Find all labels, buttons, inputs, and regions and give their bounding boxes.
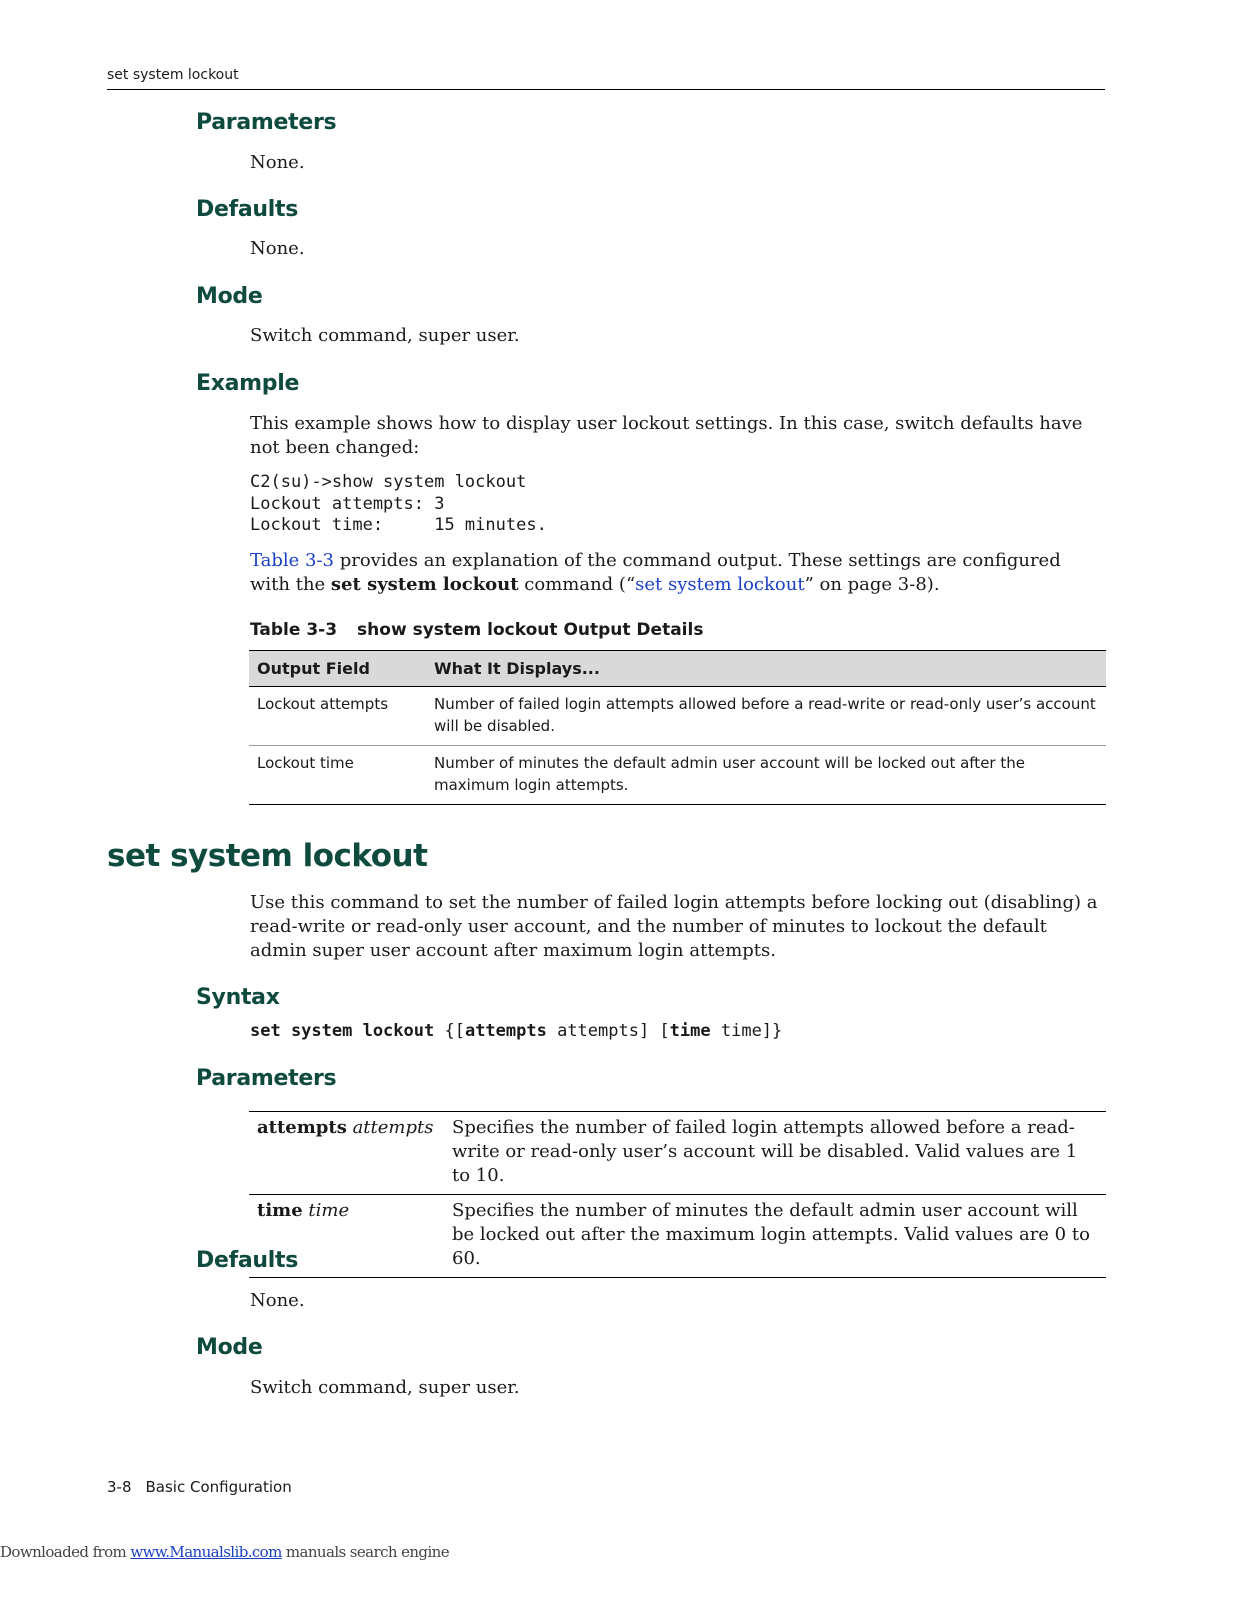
code-line: Lockout attempts: 3	[250, 493, 445, 514]
explanation-text: provides an explanation of the command output. These settings are configured with the	[250, 550, 1061, 595]
table-cell: Number of minutes the default admin user account will be locked out after the maximum login attempts.	[426, 746, 1106, 805]
set-mode-heading: Mode	[196, 1335, 263, 1360]
example-code	[250, 472, 547, 537]
syntax-keyword: attempts	[464, 1021, 547, 1041]
output-details-table	[249, 650, 1106, 805]
param-keyword: time	[257, 1200, 303, 1221]
page-footer	[107, 1478, 292, 1496]
param-description: Specifies the number of failed login attempts allowed before a read-write or read-only user’s account will be disabled. Valid values are 1 to 10.	[444, 1112, 1106, 1195]
parameters-text: None.	[250, 152, 305, 173]
example-heading: Example	[196, 371, 300, 396]
table-link[interactable]: Table 3-3	[250, 550, 334, 571]
download-notice	[0, 1543, 449, 1561]
example-intro: This example shows how to display user lockout settings. In this case, switch defaults have not been changed:	[250, 413, 1083, 458]
set-parameters-heading: Parameters	[196, 1066, 337, 1091]
defaults-heading: Defaults	[196, 197, 299, 222]
explanation-text: command (“	[518, 574, 636, 595]
param-name	[249, 1112, 444, 1195]
header-rule	[107, 89, 1105, 90]
table-cell: Number of failed login attempts allowed before a read-write or read-only user’s account will be disabled.	[426, 687, 1106, 746]
table-cell: Lockout time	[249, 746, 426, 805]
syntax-keyword: time	[669, 1021, 711, 1041]
command-link[interactable]: set system lockout	[635, 574, 805, 595]
param-description: Specifies the number of minutes the default admin user account will be locked out after the maximum login attempts. Valid values are 0 to 60.	[444, 1195, 1106, 1278]
download-prefix: Downloaded from	[0, 1543, 131, 1561]
command-name: set system lockout	[330, 574, 519, 595]
code-line: C2(su)->show system lockout	[250, 472, 527, 492]
command-description: Use this command to set the number of failed login attempts before locking out (disabling) a read-write or read-only user account, and the number of minutes to lockout the default admin super user account after maximum login attempts.	[250, 892, 1098, 961]
table-row	[249, 1195, 1106, 1278]
defaults-text: None.	[250, 238, 305, 259]
param-keyword: attempts	[257, 1117, 347, 1138]
syntax-line	[250, 1021, 782, 1043]
mode-text: Switch command, super user.	[250, 325, 520, 346]
page-number: 3-8	[107, 1478, 132, 1496]
parameters-table	[249, 1111, 1106, 1278]
set-defaults-heading: Defaults	[196, 1248, 299, 1273]
table-header-row	[249, 651, 1106, 687]
explanation-text: ” on page 3-8).	[804, 574, 940, 595]
syntax-heading: Syntax	[196, 985, 280, 1010]
table-number: Table 3-3	[250, 620, 338, 640]
table-title: show system lockout Output Details	[357, 620, 704, 640]
table-row	[249, 687, 1106, 746]
param-variable: time	[308, 1200, 350, 1221]
syntax-text: {[	[434, 1021, 465, 1041]
download-suffix: manuals search engine	[281, 1543, 449, 1561]
syntax-text: time]}	[710, 1021, 783, 1041]
set-defaults-text: None.	[250, 1290, 305, 1311]
table-row	[249, 746, 1106, 805]
param-variable: attempts	[352, 1117, 434, 1138]
running-header: set system lockout	[107, 67, 239, 83]
example-explanation	[250, 549, 1106, 597]
syntax-text: attempts] [	[546, 1021, 670, 1041]
parameters-heading: Parameters	[196, 110, 337, 135]
table-row	[249, 1112, 1106, 1195]
set-mode-text: Switch command, super user.	[250, 1377, 520, 1398]
column-header: What It Displays...	[426, 651, 1106, 687]
table-caption	[250, 620, 703, 640]
mode-heading: Mode	[196, 284, 263, 309]
column-header: Output Field	[249, 651, 426, 687]
chapter-name: Basic Configuration	[145, 1478, 292, 1496]
table-cell: Lockout attempts	[249, 687, 426, 746]
code-line: Lockout time: 15 minutes.	[250, 515, 547, 535]
manualslib-link[interactable]: www.Manualslib.com	[130, 1543, 282, 1561]
syntax-command: set system lockout	[250, 1021, 435, 1041]
command-title: set system lockout	[107, 838, 428, 874]
